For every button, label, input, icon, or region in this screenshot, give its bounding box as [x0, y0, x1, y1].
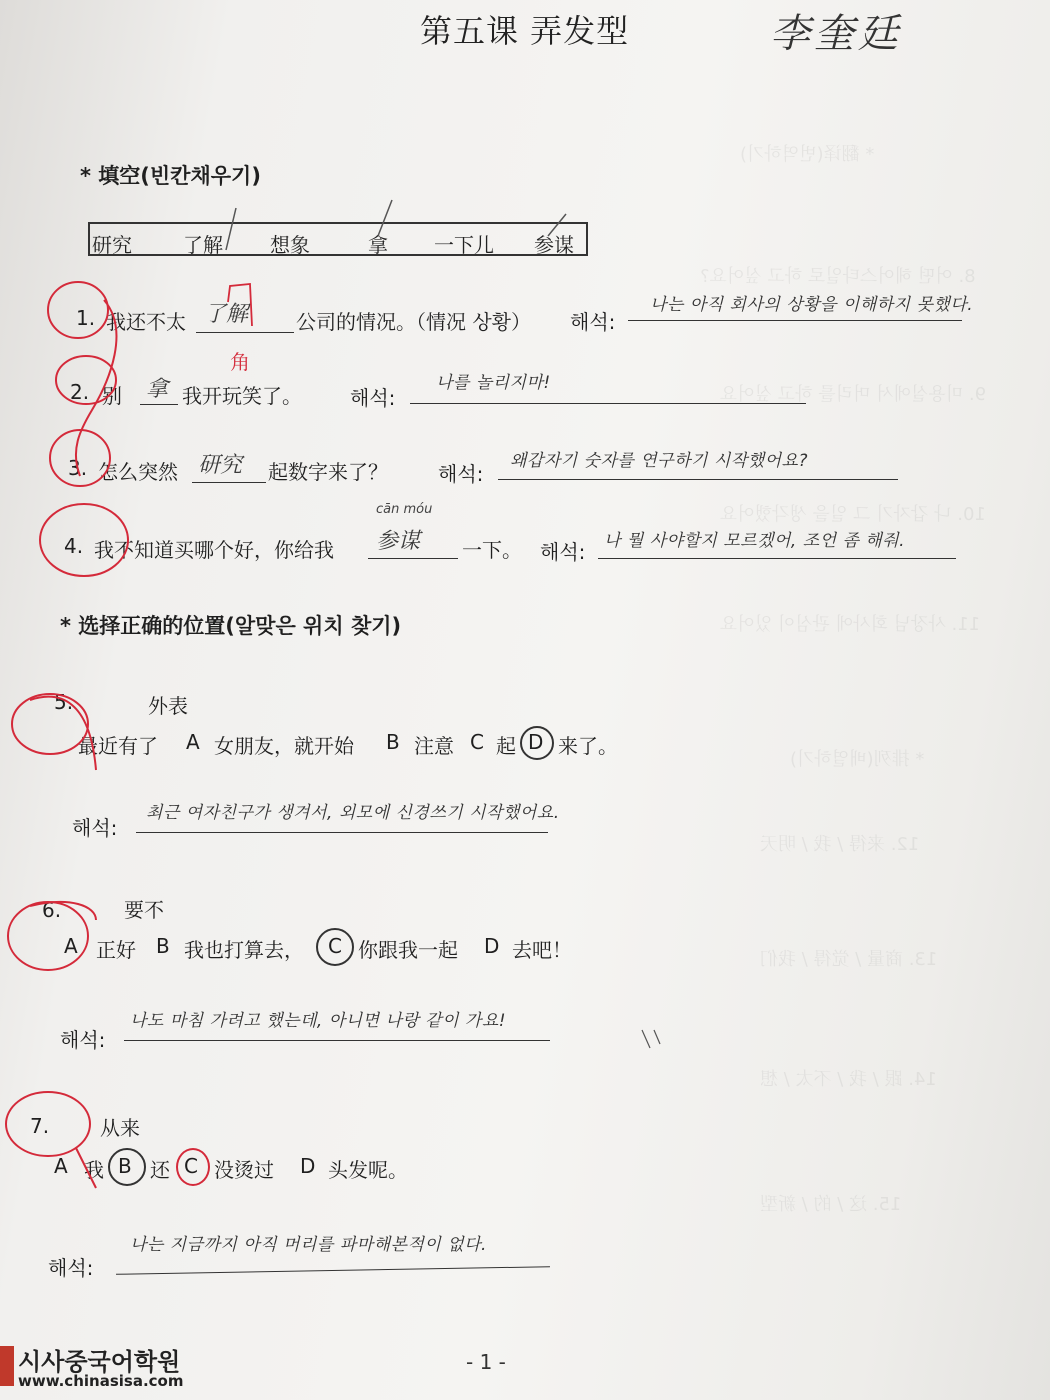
word-bank-item: 了解 — [183, 233, 223, 257]
translation-line — [116, 1266, 550, 1275]
question-text: 我不知道买哪个好，你给我 — [94, 538, 334, 562]
question-number: 7. — [30, 1114, 50, 1138]
question-number: 4. — [64, 534, 84, 558]
bleed-through-text: 11. 사장님 회사에 관심이 있어요 — [720, 614, 981, 635]
bleed-through-text: 14. 跟 / 我 / 不太 / 想 — [760, 1069, 937, 1090]
brand-url: www.chinasisa.com — [18, 1372, 184, 1390]
lesson-title: 第五课 弄发型 — [420, 12, 630, 50]
question-number: 3. — [68, 456, 88, 480]
question-text: 怎么突然 — [98, 460, 178, 484]
handwritten-translation: 최근 여자친구가 생겨서, 외모에 신경쓰기 시작했어요. — [146, 803, 560, 823]
answer-blank — [140, 404, 178, 405]
sentence-part: 还 — [150, 1158, 170, 1182]
selected-answer-circle — [520, 726, 554, 760]
answer-circle-b — [108, 1148, 146, 1186]
bleed-through-text: 8. 어떤 헤어스타일로 하고 싶어요? — [700, 266, 976, 287]
sentence-part: 注意 — [414, 734, 454, 758]
translation-label: 해석: — [438, 462, 484, 486]
student-name-signature: 李奎廷 — [770, 11, 902, 57]
question-text: 我开玩笑了。 — [182, 384, 302, 408]
position-option-a: A — [64, 934, 78, 958]
word-bank-item: 研究 — [92, 233, 132, 257]
translation-label: 해석: — [72, 816, 118, 840]
handwritten-translation: 나도 마침 가려고 했는데, 아니면 나랑 같이 가요! — [130, 1011, 507, 1031]
written-answer: 参谋 — [376, 529, 421, 554]
word-bank-item: 参谋 — [534, 233, 574, 257]
translation-label: 해석: — [350, 386, 396, 410]
target-word: 外表 — [148, 694, 188, 718]
sentence-part: 我也打算去， — [184, 938, 304, 962]
word-bank-item: 一下儿 — [434, 233, 494, 257]
question-number: 1. — [76, 306, 96, 330]
bleed-through-text: 10. 나 갑자기 그 일을 생각했어요 — [720, 504, 986, 525]
red-correction-mark: 角 — [230, 350, 250, 374]
bleed-through-text: * 翻译(번역하기) — [740, 144, 875, 165]
sentence-part: 起 — [496, 734, 516, 758]
selected-answer-circle — [316, 928, 354, 966]
bleed-through-text: 12. 来得 / 我 / 明天 — [760, 834, 920, 855]
question-text: 公司的情况。（情况 상황） — [296, 310, 531, 334]
bleed-through-text: 15. 这 / 的 / 新型 — [760, 1194, 902, 1215]
sentence-part: 去吧！ — [512, 938, 572, 962]
position-option-b: B — [386, 730, 400, 754]
position-option-c: C — [184, 1154, 198, 1178]
handwritten-translation: 나는 아직 회사의 상황을 이해하지 못했다. — [650, 295, 974, 315]
written-answer: 了解 — [204, 302, 249, 327]
translation-line — [498, 479, 898, 480]
sentence-part: 你跟我一起 — [358, 938, 458, 962]
question-text: 一下。 — [462, 538, 522, 562]
sentence-part: 女朋友，就开始 — [214, 734, 354, 758]
position-option-c: C — [328, 934, 342, 958]
answer-blank — [368, 558, 458, 559]
question-number: 6. — [42, 898, 62, 922]
handwritten-translation: 나 뭘 사야할지 모르겠어, 조언 좀 해줘. — [604, 531, 906, 551]
bleed-through-text: 9. 미용실에서 머리를 하고 싶어요 — [720, 384, 987, 405]
sentence-part: 正好 — [96, 938, 136, 962]
translation-line — [598, 558, 956, 559]
handwritten-translation: 나는 지금까지 아직 머리를 파마해본적이 없다. — [130, 1235, 487, 1255]
page-number: - 1 - — [466, 1350, 506, 1374]
sentence-part: 我 — [84, 1158, 104, 1182]
position-option-b: B — [156, 934, 170, 958]
translation-label: 해석: — [48, 1256, 94, 1280]
word-bank-item: 想象 — [270, 233, 310, 257]
red-circle-correct-c — [176, 1148, 210, 1186]
question-text: 我还不太 — [106, 310, 186, 334]
position-option-a: A — [54, 1154, 68, 1178]
position-option-d: D — [300, 1154, 316, 1178]
translation-line — [410, 403, 806, 404]
sentence-part: 最近有了 — [78, 734, 158, 758]
position-option-d: D — [528, 730, 544, 754]
translation-line — [136, 832, 548, 833]
position-option-d: D — [484, 934, 500, 958]
word-bank-box — [88, 222, 588, 256]
written-answer: 研究 — [198, 453, 243, 478]
word-bank-item: 拿 — [368, 233, 388, 257]
sentence-part: 来了。 — [558, 734, 618, 758]
handwritten-pinyin: cān móu — [376, 502, 433, 517]
handwritten-translation: 나를 놀리지마! — [436, 373, 551, 393]
answer-blank — [196, 332, 294, 333]
question-text: 起数字来了？ — [268, 460, 388, 484]
sentence-part: 没烫过 — [214, 1158, 274, 1182]
answer-blank — [192, 482, 266, 483]
question-number: 2. — [70, 380, 90, 404]
translation-label: 해석: — [60, 1028, 106, 1052]
position-option-a: A — [186, 730, 200, 754]
question-text: 别 — [102, 384, 122, 408]
bleed-through-text: 13. 商量 / 觉得 / 我们 — [760, 949, 938, 970]
target-word: 要不 — [124, 898, 164, 922]
translation-label: 해석: — [570, 310, 616, 334]
section-heading-fill-blank: * 填空(빈칸채우기) — [80, 164, 261, 188]
written-answer: 拿 — [146, 377, 169, 402]
sentence-part: 头发呢。 — [328, 1158, 408, 1182]
section-heading-position: * 选择正确的位置(알맞은 위치 찾기) — [60, 614, 402, 638]
translation-line — [124, 1040, 550, 1041]
question-number: 5. — [54, 690, 74, 714]
translation-line — [628, 320, 962, 321]
bleed-through-text: * 排列(배열하기) — [790, 749, 925, 770]
translation-label: 해석: — [540, 540, 586, 564]
position-option-b: B — [118, 1154, 132, 1178]
brand-logo-mark — [0, 1346, 14, 1386]
brand-logo-text: 시사중국어학원 — [18, 1348, 181, 1376]
position-option-c: C — [470, 730, 484, 754]
target-word: 从来 — [100, 1116, 140, 1140]
handwritten-translation: 왜갑자기 숫자를 연구하기 시작했어요? — [510, 451, 808, 471]
